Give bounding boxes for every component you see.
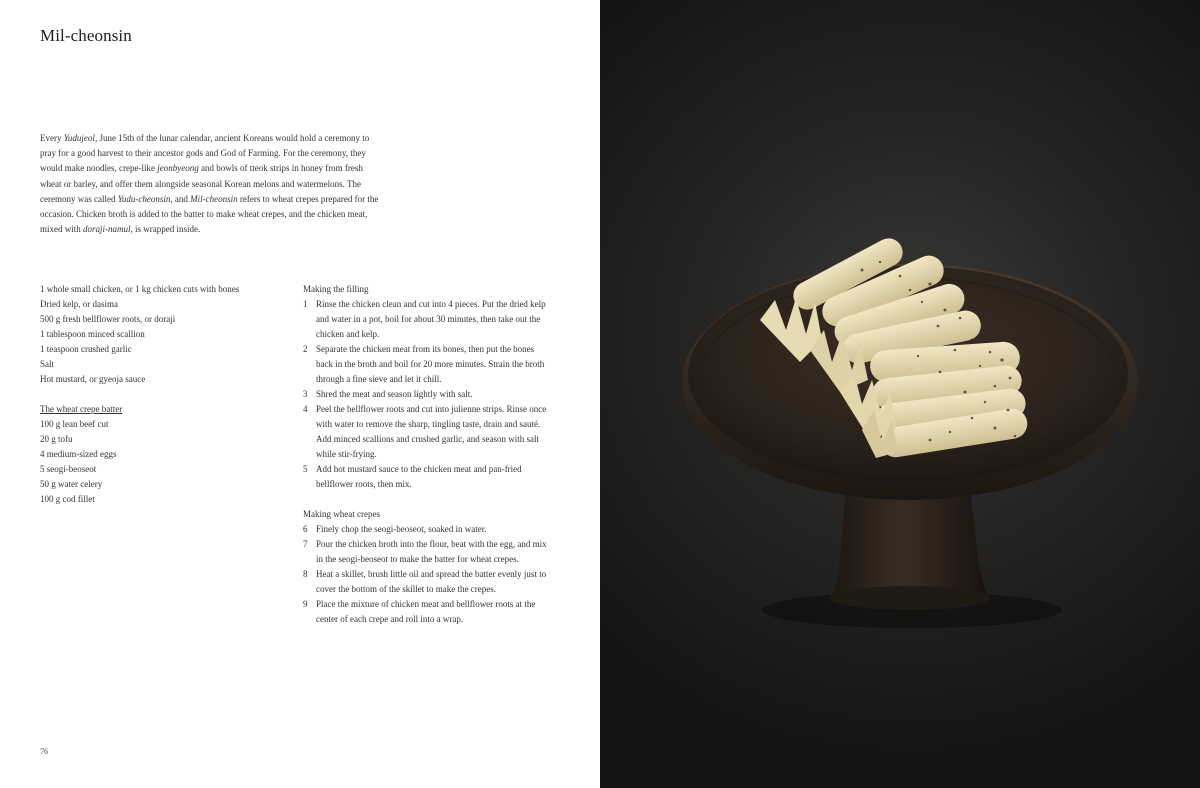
intro-italic-term: doraji-namul: [83, 224, 131, 235]
batter-heading: The wheat crepe batter: [40, 404, 123, 414]
step-text: Peel the bellflower roots and cut into julienne strips. Rinse once with water to remove the sharp, tingling taste, drain and sauté. Add minced scallions and crushed garlic, and season with salt while stir-frying.: [316, 404, 547, 459]
intro-text-run: and bowls of tteok strips in honey from fresh wheat or barley, and offer them alongside seasonal Korean melons and watermelons. The ceremony was called: [40, 163, 363, 204]
intro-italic-term: Mil-cheonsin: [190, 193, 238, 204]
step-text: Add hot mustard sauce to the chicken meat and pan-fried bellflower roots, then mix.: [316, 464, 522, 489]
step-number: 7: [303, 539, 308, 549]
batter-list: [40, 417, 290, 507]
crepe-steps: [303, 522, 553, 627]
ingredient-item: Dried kelp, or dasima: [40, 299, 118, 309]
step-number: 4: [303, 404, 308, 414]
method-step: [303, 567, 553, 597]
step-number: 3: [303, 389, 308, 399]
intro-paragraph: [40, 131, 380, 237]
method-step: [303, 522, 553, 537]
ingredients-column: [40, 282, 290, 507]
step-number: 9: [303, 599, 308, 609]
ingredient-item: Hot mustard, or gyeoja sauce: [40, 374, 146, 384]
step-number: 2: [303, 344, 308, 354]
batter-item: 100 g cod fillet: [40, 494, 95, 504]
step-text: Heat a skillet, brush little oil and spread the batter evenly just to cover the bottom of the skillet to make the crepes.: [316, 569, 547, 594]
step-text: Shred the meat and season lightly with salt.: [316, 389, 473, 399]
method-step: [303, 537, 553, 567]
crepes-heading: Making wheat crepes: [303, 509, 380, 519]
intro-text-run: , and: [170, 193, 191, 204]
page-title: Mil-cheonsin: [40, 26, 132, 45]
batter-item: 5 seogi-beoseot: [40, 464, 97, 474]
ingredient-item: 1 tablespoon minced scallion: [40, 329, 145, 339]
step-number: 5: [303, 464, 308, 474]
intro-text-run: , June 15th of the lunar calendar, ancient Koreans would hold a ceremony to pray for a good harvest to their ancestor gods and God of Farming. For the ceremony, they would make noodles, crepe-like: [40, 133, 370, 174]
ingredient-item: Salt: [40, 359, 55, 369]
page-number: 76: [40, 747, 48, 756]
ingredient-item: 1 teaspoon crushed garlic: [40, 344, 132, 354]
step-text: Separate the chicken meat from its bones, then put the bones back in the broth and boil for 20 more minutes. Strain the broth through a fine sieve and let it chill.: [316, 344, 545, 384]
batter-item: 50 g water celery: [40, 479, 103, 489]
method-step: [303, 597, 553, 627]
intro-italic-term: jeonbyeong: [157, 163, 199, 174]
step-number: 8: [303, 569, 308, 579]
method-step: [303, 402, 553, 462]
intro-italic-term: Yudujeol: [63, 133, 95, 143]
batter-item: 20 g tofu: [40, 434, 73, 444]
method-step: [303, 462, 553, 492]
plate-base: [830, 586, 990, 610]
step-text: Rinse the chicken clean and cut into 4 pieces. Put the dried kelp and water in a pot, boil for about 30 minutes, then take out the chicken and kelp.: [316, 299, 546, 339]
step-text: Pour the chicken broth into the flour, beat with the egg, and mix in the seogi-beoseot to make the batter for wheat crepes.: [316, 539, 547, 564]
step-number: 6: [303, 524, 308, 534]
method-step: [303, 297, 553, 342]
mil-cheonsin-photo: [600, 0, 1200, 788]
batter-item: 100 g lean beef cut: [40, 419, 109, 429]
intro-text-run: Every: [40, 133, 64, 143]
filling-steps: [303, 297, 553, 492]
intro-text-run: refers to wheat crepes prepared for the occasion. Chicken broth is added to the batter to make wheat crepes, and the chicken meat, mixed with: [40, 193, 379, 235]
ingredient-item: 500 g fresh bellflower roots, or doraji: [40, 314, 176, 324]
batter-item: 4 medium-sized eggs: [40, 449, 117, 459]
step-number: 1: [303, 299, 308, 309]
filling-heading: Making the filling: [303, 284, 369, 294]
method-step: [303, 342, 553, 387]
food-photo-page: [600, 0, 1200, 788]
step-text: Finely chop the seogi-beoseot, soaked in water.: [316, 524, 487, 534]
step-text: Place the mixture of chicken meat and bellflower roots at the center of each crepe and roll into a wrap.: [316, 599, 536, 624]
method-step: [303, 387, 553, 402]
method-column: [303, 282, 553, 627]
intro-italic-term: Yudu-cheonsin: [117, 193, 171, 204]
ingredient-item: 1 whole small chicken, or 1 kg chicken cuts with bones: [40, 284, 240, 294]
ingredient-list: [40, 282, 290, 387]
intro-text-run: , is wrapped inside.: [130, 224, 201, 235]
